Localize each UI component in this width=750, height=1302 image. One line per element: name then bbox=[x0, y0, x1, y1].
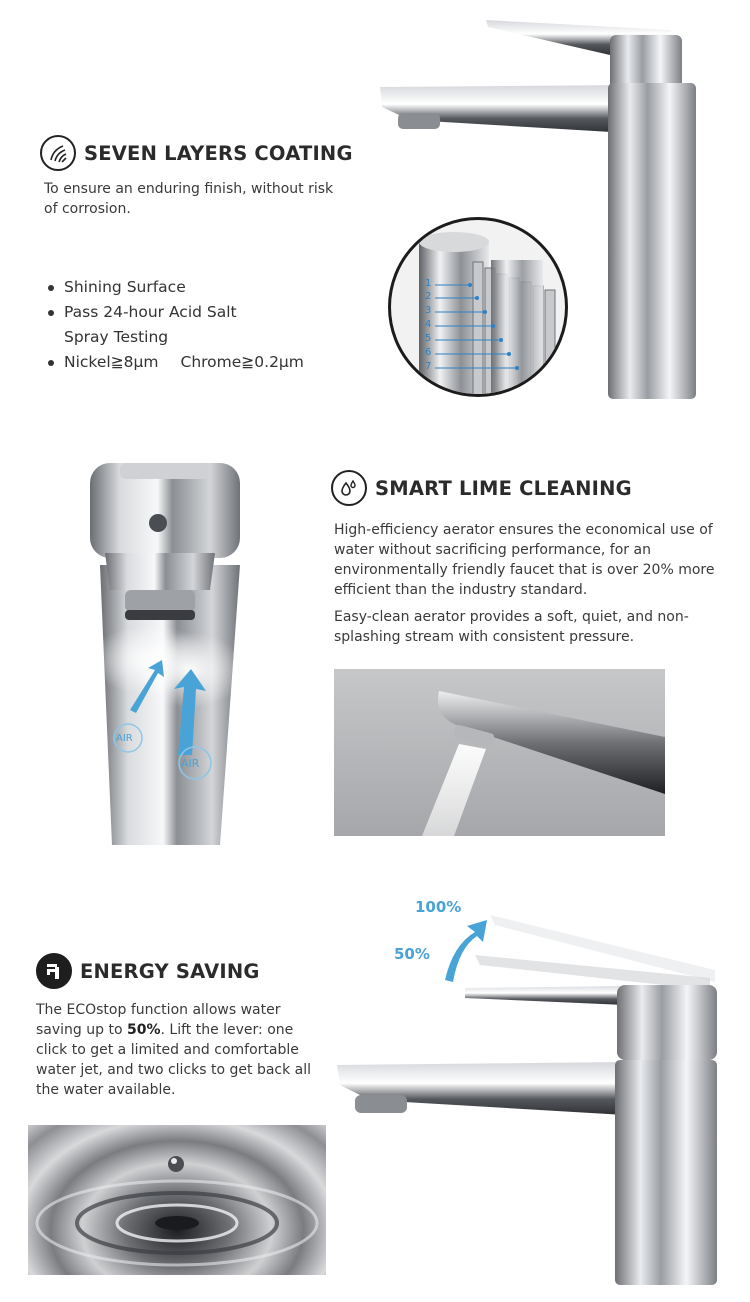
layer-label: 3 bbox=[425, 305, 432, 316]
chrome-spec: Chrome≧0.2μm bbox=[180, 353, 304, 371]
layer-label: 5 bbox=[425, 333, 432, 344]
section-title: ENERGY SAVING bbox=[80, 959, 260, 983]
list-item: Shining Surface bbox=[46, 275, 346, 300]
water-droplet-ripple-photo bbox=[28, 1125, 326, 1275]
layer-label: 7 bbox=[425, 361, 432, 372]
ecostop-faucet-image bbox=[335, 890, 735, 1285]
seven-layers-heading bbox=[40, 135, 353, 171]
air-label: AIR bbox=[181, 757, 200, 770]
layer-label: 6 bbox=[425, 347, 432, 358]
layer-label: 1 bbox=[425, 278, 432, 289]
list-item: Spray Testing bbox=[64, 328, 169, 346]
nickel-spec: Nickel≧8μm bbox=[64, 353, 159, 371]
air-label: AIR bbox=[116, 733, 133, 744]
list-item: Pass 24-hour Acid Salt bbox=[46, 300, 346, 325]
section-title: SEVEN LAYERS COATING bbox=[84, 141, 353, 165]
energy-saving-heading bbox=[36, 953, 260, 989]
spray-layers-icon bbox=[40, 135, 76, 171]
faucet-icon bbox=[36, 953, 72, 989]
faucet-water-stream-photo bbox=[334, 669, 665, 836]
water-drops-icon bbox=[331, 470, 367, 506]
smart-lime-heading bbox=[331, 470, 632, 506]
layer-labels bbox=[425, 278, 535, 380]
ecostop-description: The ECOstop function allows water saving up to 50%. Lift the lever: one click to get a limited and comfortable water jet, and two clicks to get back all the water available. bbox=[36, 1002, 312, 1098]
layer-label: 4 bbox=[425, 319, 432, 330]
full-flow-label: 100% bbox=[415, 898, 462, 916]
coating-layers-magnifier bbox=[388, 217, 568, 397]
section-title: SMART LIME CLEANING bbox=[375, 476, 632, 500]
section-description: To ensure an enduring finish, without risk of corrosion. bbox=[44, 181, 334, 217]
easy-clean-description: Easy-clean aerator provides a soft, quiet, and non-splashing stream with consistent pressure. bbox=[334, 609, 689, 645]
saving-percentage: 50% bbox=[126, 1022, 161, 1038]
list-item bbox=[46, 350, 346, 375]
aerator-image bbox=[70, 455, 270, 845]
half-flow-label: 50% bbox=[394, 945, 430, 963]
aerator-description: High-efficiency aerator ensures the economical use of water without sacrificing performance, for an environmentally friendly faucet that is over 20% more efficient than the industry standard. bbox=[334, 522, 715, 598]
layer-label: 2 bbox=[425, 291, 432, 302]
feature-list bbox=[46, 275, 346, 375]
